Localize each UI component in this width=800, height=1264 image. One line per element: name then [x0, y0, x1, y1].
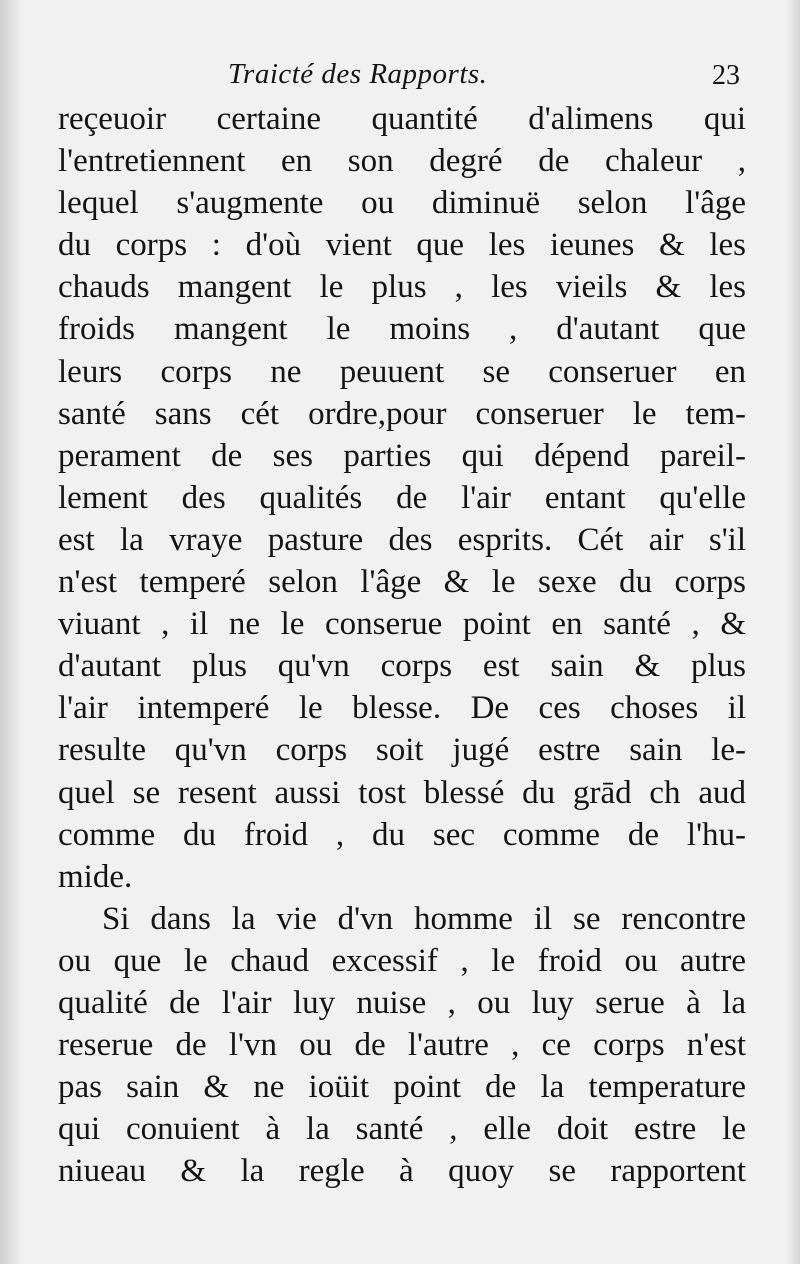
- text-line: l'entretiennent en son degré de chaleur ,: [58, 143, 746, 180]
- text-line: lequel s'augmente ou diminuë selon l'âge: [58, 185, 746, 222]
- text-line: resulte qu'vn corps soit jugé estre sain le-: [58, 732, 746, 769]
- text-line: qui conuient à la santé , elle doit estre le: [58, 1111, 746, 1148]
- text-line: l'air intemperé le blesse. De ces choses il: [58, 690, 746, 727]
- text-line: santé sans cét ordre,pour conseruer le tem-: [58, 395, 746, 432]
- text-line: d'autant plus qu'vn corps est sain & plus: [58, 648, 746, 685]
- text-line: du corps : d'où vient que les ieunes & les: [58, 227, 746, 264]
- text-line: reserue de l'vn ou de l'autre , ce corps n'est: [58, 1027, 746, 1064]
- text-line: lement des qualités de l'air entant qu'elle: [58, 479, 746, 516]
- text-line: quel se resent aussi tost blessé du grād ch aud: [58, 774, 746, 811]
- text-line: est la vraye pasture des esprits. Cét air s'il: [58, 521, 746, 558]
- text-line: niueau & la regle à quoy se rapportent: [58, 1153, 746, 1190]
- page-header: [198, 58, 758, 98]
- text-line: chauds mangent le plus , les vieils & les: [58, 269, 746, 306]
- text-line: leurs corps ne peuuent se conseruer en: [58, 353, 746, 390]
- paragraph-2: [58, 898, 746, 1193]
- page-edge-shadow: [786, 0, 800, 1264]
- text-line: ou que le chaud excessif , le froid ou autre: [58, 942, 746, 979]
- text-line: reçeuoir certaine quantité d'alimens qui: [58, 101, 746, 137]
- text-line: Si dans la vie d'vn homme il se rencontre: [102, 900, 746, 937]
- paragraph-1: [58, 98, 746, 898]
- text-line: pas sain & ne ioüit point de la temperature: [58, 1069, 746, 1106]
- text-line: viuant , il ne le conserue point en santé , &: [58, 606, 746, 643]
- text-line: perament de ses parties qui dépend pareil-: [58, 437, 746, 474]
- text-line: mide.: [58, 858, 133, 895]
- text-line: n'est temperé selon l'âge & le sexe du corps: [58, 564, 746, 601]
- page-gutter-shadow: [0, 0, 22, 1264]
- text-line: comme du froid , du sec comme de l'hu-: [58, 816, 746, 853]
- body-text: [58, 98, 746, 1192]
- page-number: 23: [712, 60, 740, 91]
- text-line: froids mangent le moins , d'autant que: [58, 311, 746, 348]
- text-line: qualité de l'air luy nuise , ou luy serue à la: [58, 984, 746, 1021]
- running-head: Traicté des Rapports.: [228, 58, 488, 90]
